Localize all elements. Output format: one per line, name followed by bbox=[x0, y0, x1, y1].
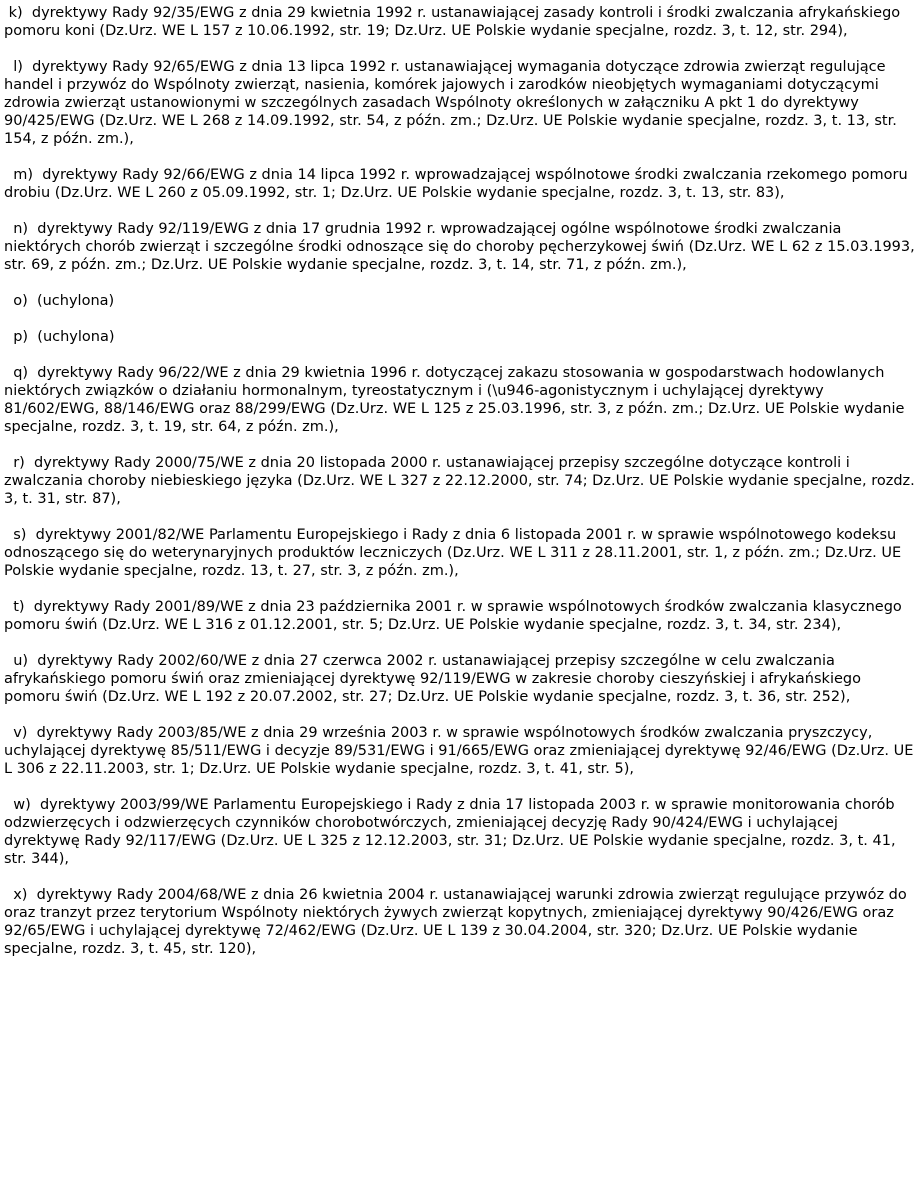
item-u: u) dyrektywy Rady 2002/60/WE z dnia 27 czerwca 2002 r. ustanawiającej przepisy szczególne w celu zwalczania afrykańskiego pomoru świń oraz zmieniającej dyrektywę 92/119/EWG w zakresie choroby cieszyńskiej i afrykańskiego pomoru świń (Dz.Urz. WE L 192 z 20.07.2002, str. 27; Dz.Urz. UE Polskie wydanie specjalne, rozdz. 3, t. 36, str. 252), bbox=[4, 653, 866, 705]
item-k: k) dyrektywy Rady 92/35/EWG z dnia 29 kwietnia 1992 r. ustanawiającej zasady kontroli i środki zwalczania afrykańskiego pomoru koni (Dz.Urz. WE L 157 z 10.06.1992, str. 19; Dz.Urz. UE Polskie wydanie specjalne, rozdz. 3, t. 12, str. 294), bbox=[4, 5, 905, 39]
item-t: t) dyrektywy Rady 2001/89/WE z dnia 23 października 2001 r. w sprawie wspólnotowych środków zwalczania klasycznego pomoru świń (Dz.Urz. WE L 316 z 01.12.2001, str. 5; Dz.Urz. UE Polskie wydanie specjalne, rozdz. 3, t. 34, str. 234), bbox=[4, 599, 907, 633]
item-v: v) dyrektywy Rady 2003/85/WE z dnia 29 września 2003 r. w sprawie wspólnotowych środków zwalczania pryszczycy, uchylającej dyrektywę 85/511/EWG i decyzje 89/531/EWG i 91/665/EWG oraz zmieniającej dyrektywę 92/46/EWG (Dz.Urz. UE L 306 z 22.11.2003, str. 1; Dz.Urz. UE Polskie wydanie specjalne, rozdz. 3, t. 41, str. 5), bbox=[4, 725, 918, 777]
item-x: x) dyrektywy Rady 2004/68/WE z dnia 26 kwietnia 2004 r. ustanawiającej warunki zdrowia zwierząt regulujące przywóz do oraz tranzyt przez terytorium Wspólnoty niektórych żywych zwierząt kopytnych, zmieniającej dyrektywy 90/426/EWG oraz 92/65/EWG i uchylającej dyrektywę 72/462/EWG (Dz.Urz. UE L 139 z 30.04.2004, str. 320; Dz.Urz. UE Polskie wydanie specjalne, rozdz. 3, t. 45, str. 120), bbox=[4, 887, 912, 957]
item-m: m) dyrektywy Rady 92/66/EWG z dnia 14 lipca 1992 r. wprowadzającej wspólnotowe środki zwalczania rzekomego pomoru drobiu (Dz.Urz. WE L 260 z 05.09.1992, str. 1; Dz.Urz. UE Polskie wydanie specjalne, rozdz. 3, t. 13, str. 83), bbox=[4, 167, 913, 201]
item-p: p) (uchylona) bbox=[4, 329, 115, 345]
item-r: r) dyrektywy Rady 2000/75/WE z dnia 20 listopada 2000 r. ustanawiającej przepisy szczególne dotyczące kontroli i zwalczania choroby niebieskiego języka (Dz.Urz. WE L 327 z 22.12.2000, str. 74; Dz.Urz. UE Polskie wydanie specjalne, rozdz. 3, t. 31, str. 87), bbox=[4, 455, 919, 507]
item-s: s) dyrektywy 2001/82/WE Parlamentu Europejskiego i Rady z dnia 6 listopada 2001 r. w sprawie wspólnotowego kodeksu odnoszącego się do weterynaryjnych produktów leczniczych (Dz.Urz. WE L 311 z 28.11.2001, str. 1, z późn. zm.; Dz.Urz. UE Polskie wydanie specjalne, rozdz. 13, t. 27, str. 3, z późn. zm.), bbox=[4, 527, 906, 579]
item-q: q) dyrektywy Rady 96/22/WE z dnia 29 kwietnia 1996 r. dotyczącej zakazu stosowania w gospodarstwach hodowlanych niektórych związków o działaniu hormonalnym, tyreostatycznym i (\u946-agonistycznym i uchylającej dyrektywy 81/602/EWG, 88/146/EWG oraz 88/299/EWG (Dz.Urz. WE L 125 z 25.03.1996, str. 3, z późn. zm.; Dz.Urz. UE Polskie wydanie specjalne, rozdz. 3, t. 19, str. 64, z późn. zm.), bbox=[4, 365, 910, 435]
item-o: o) (uchylona) bbox=[4, 293, 115, 309]
item-l: l) dyrektywy Rady 92/65/EWG z dnia 13 lipca 1992 r. ustanawiającej wymagania dotyczące zdrowia zwierząt regulujące handel i przywóz do Wspólnoty zwierząt, nasienia, komórek jajowych i zarodków nieobjętych wymaganiami dotyczącymi zdrowia zwierząt ustanowionymi w szczególnych zasadach Wspólnoty określonych w załączniku A pkt 1 do dyrektywy 90/425/EWG (Dz.Urz. WE L 268 z 14.09.1992, str. 54, z późn. zm.; Dz.Urz. UE Polskie wydanie specjalne, rozdz. 3, t. 13, str. 154, z późn. zm.), bbox=[4, 59, 902, 147]
item-n: n) dyrektywy Rady 92/119/EWG z dnia 17 grudnia 1992 r. wprowadzającej ogólne wspólnotowe środki zwalczania niektórych chorób zwierząt i szczególne środki odnoszące się do choroby pęcherzykowej świń (Dz.Urz. WE L 62 z 15.03.1993, str. 69, z późn. zm.; Dz.Urz. UE Polskie wydanie specjalne, rozdz. 3, t. 14, str. 71, z późn. zm.), bbox=[4, 221, 919, 273]
item-w: w) dyrektywy 2003/99/WE Parlamentu Europejskiego i Rady z dnia 17 listopada 2003 r. w sprawie monitorowania chorób odzwierzęcych i odzwierzęcych czynników chorobotwórczych, zmieniającej decyzję Rady 90/424/EWG i uchylającej dyrektywę Rady 92/117/EWG (Dz.Urz. UE L 325 z 12.12.2003, str. 31; Dz.Urz. UE Polskie wydanie specjalne, rozdz. 3, t. 41, str. 344), bbox=[4, 797, 901, 867]
